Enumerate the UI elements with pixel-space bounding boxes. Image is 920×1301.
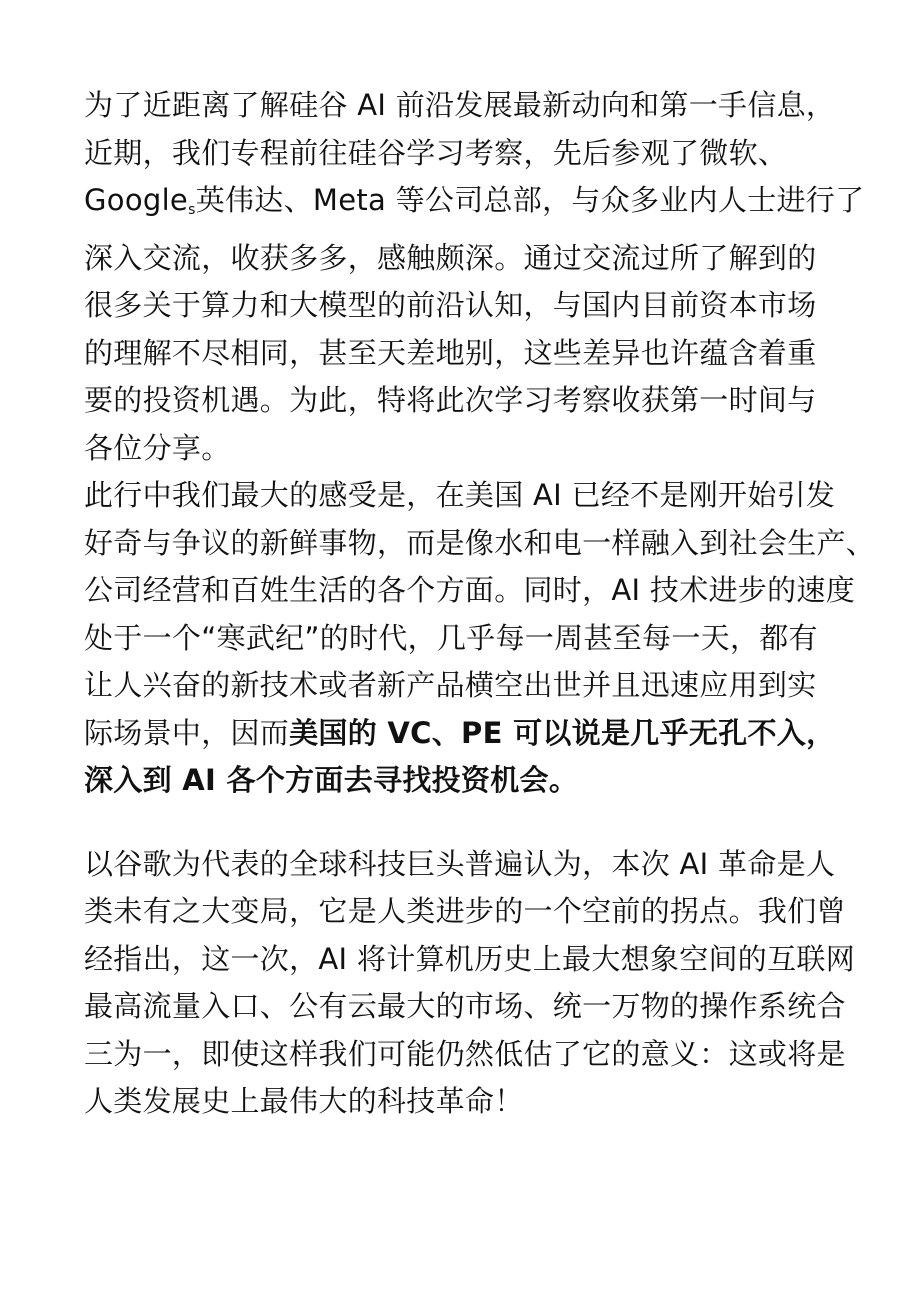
text-line: 最高流量入口、公有云最大的市场、统一万物的操作系统合 <box>84 989 846 1023</box>
text-line: 深入交流，收获多多，感触颇深。通过交流过所了解到的 <box>84 240 817 275</box>
text-line: 公司经营和百姓生活的各个方面。同时，AI 技术进步的速度 <box>84 573 856 607</box>
bold-text-line: 深入到 AI 各个方面去寻找投资机会。 <box>84 763 579 797</box>
text-line: 近期，我们专程前往硅谷学习考察，先后参观了微软、 <box>84 135 788 170</box>
text-line: 让人兴奋的新技术或者新产品横空出世并且迅速应用到实 <box>84 668 817 702</box>
text-line <box>84 177 865 235</box>
text-line: 人类发展史上最伟大的科技革命！ <box>84 1084 524 1118</box>
subscript-text: s <box>188 202 196 218</box>
text-fragment: 英伟达、Meta 等公司总部，与众多业内人士进行了 <box>195 183 865 217</box>
bold-text: 美国的 VC、PE 可以说是几乎无孔不入， <box>289 715 836 750</box>
text-fragment: 际场景中，因而 <box>84 715 290 750</box>
text-line: 类未有之大变局，它是人类进步的一个空前的拐点。我们曾 <box>84 894 846 928</box>
document-page <box>84 82 876 1126</box>
text-line: 的理解不尽相同，甚至天差地别，这些差异也许蕴含着重 <box>84 335 817 370</box>
text-line: 为了近距离了解硅谷 AI 前沿发展最新动向和第一手信息， <box>84 88 836 122</box>
text-line: 经指出，这一次，AI 将计算机历史上最大想象空间的互联网 <box>84 941 856 976</box>
text-line: 三为一，即使这样我们可能仍然低估了它的意义：这或将是 <box>84 1036 846 1071</box>
text-line: 很多关于算力和大模型的前沿认知，与国内目前资本市场 <box>84 288 817 322</box>
text-line: 此行中我们最大的感受是，在美国 AI 已经不是刚开始引发 <box>84 478 836 512</box>
text-line: 以谷歌为代表的全球科技巨头普遍认为，本次 AI 革命是人 <box>84 846 836 881</box>
text-line <box>84 710 844 758</box>
paragraph-3 <box>84 841 856 1126</box>
paragraph-2 <box>84 472 876 805</box>
text-line: 要的投资机遇。为此，特将此次学习考察收获第一时间与 <box>84 383 817 417</box>
text-line: 处于一个“寒武纪”的时代，几乎每一周甚至每一天，都有 <box>84 620 818 655</box>
text-fragment: Google <box>84 183 189 217</box>
text-line: 各位分享。 <box>84 430 231 465</box>
paragraph-1 <box>84 82 865 472</box>
text-line: 好奇与争议的新鲜事物，而是像水和电一样融入到社会生产、 <box>84 525 876 560</box>
